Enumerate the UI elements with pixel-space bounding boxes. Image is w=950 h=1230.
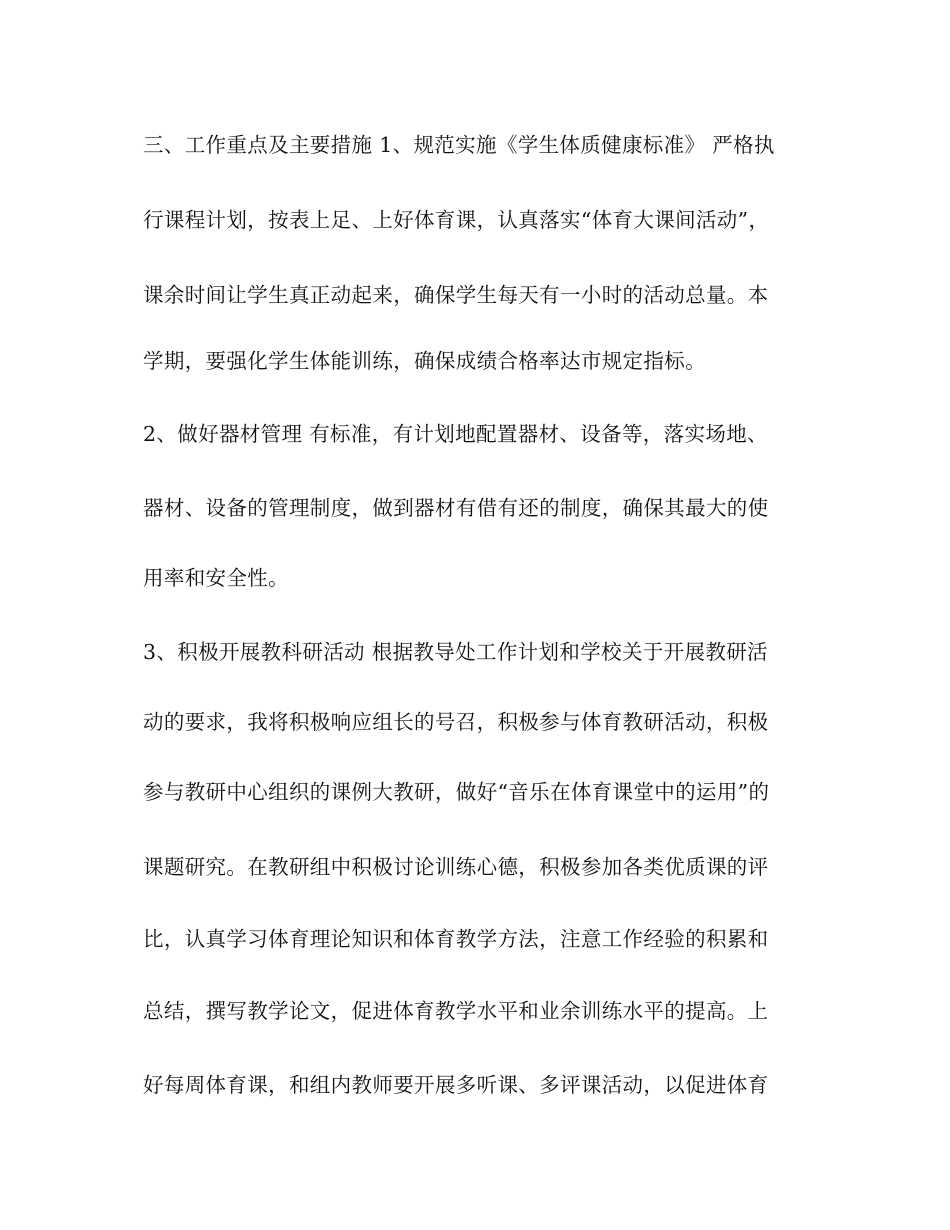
- text-line-1: 三、工作重点及主要措施 1、规范实施《学生体质健康标准》 严格执: [143, 133, 775, 157]
- text-line-13: 总结，撰写教学论文，促进体育教学水平和业余训练水平的提高。上: [143, 999, 769, 1023]
- text-line-6: 器材、设备的管理制度，做到器材有借有还的制度，确保其最大的使: [143, 496, 769, 520]
- text-line-12: 比，认真学习体育理论知识和体育教学方法，注意工作经验的积累和: [143, 927, 769, 951]
- text-line-8: 3、积极开展教科研活动 根据教导处工作计划和学校关于开展教研活: [143, 640, 768, 664]
- text-line-3: 课余时间让学生真正动起来，确保学生每天有一小时的活动总量。本: [143, 283, 769, 307]
- text-line-10: 参与教研中心组织的课例大教研，做好“音乐在体育课堂中的运用”的: [143, 780, 770, 804]
- text-line-11: 课题研究。在教研组中积极讨论训练心德，积极参加各类优质课的评: [143, 855, 769, 879]
- text-line-14: 好每周体育课，和组内教师要开展多听课、多评课活动，以促进体育: [143, 1073, 769, 1097]
- text-line-5: 2、做好器材管理 有标准，有计划地配置器材、设备等，落实场地、: [143, 422, 768, 446]
- text-line-4: 学期，要强化学生体能训练，确保成绩合格率达市规定指标。: [143, 349, 706, 373]
- text-line-9: 动的要求，我将积极响应组长的号召，积极参与体育教研活动，积极: [143, 710, 769, 734]
- text-line-2: 行课程计划，按表上足、上好体育课，认真落实“体育大课间活动”，: [143, 208, 770, 232]
- text-line-7: 用率和安全性。: [143, 566, 289, 590]
